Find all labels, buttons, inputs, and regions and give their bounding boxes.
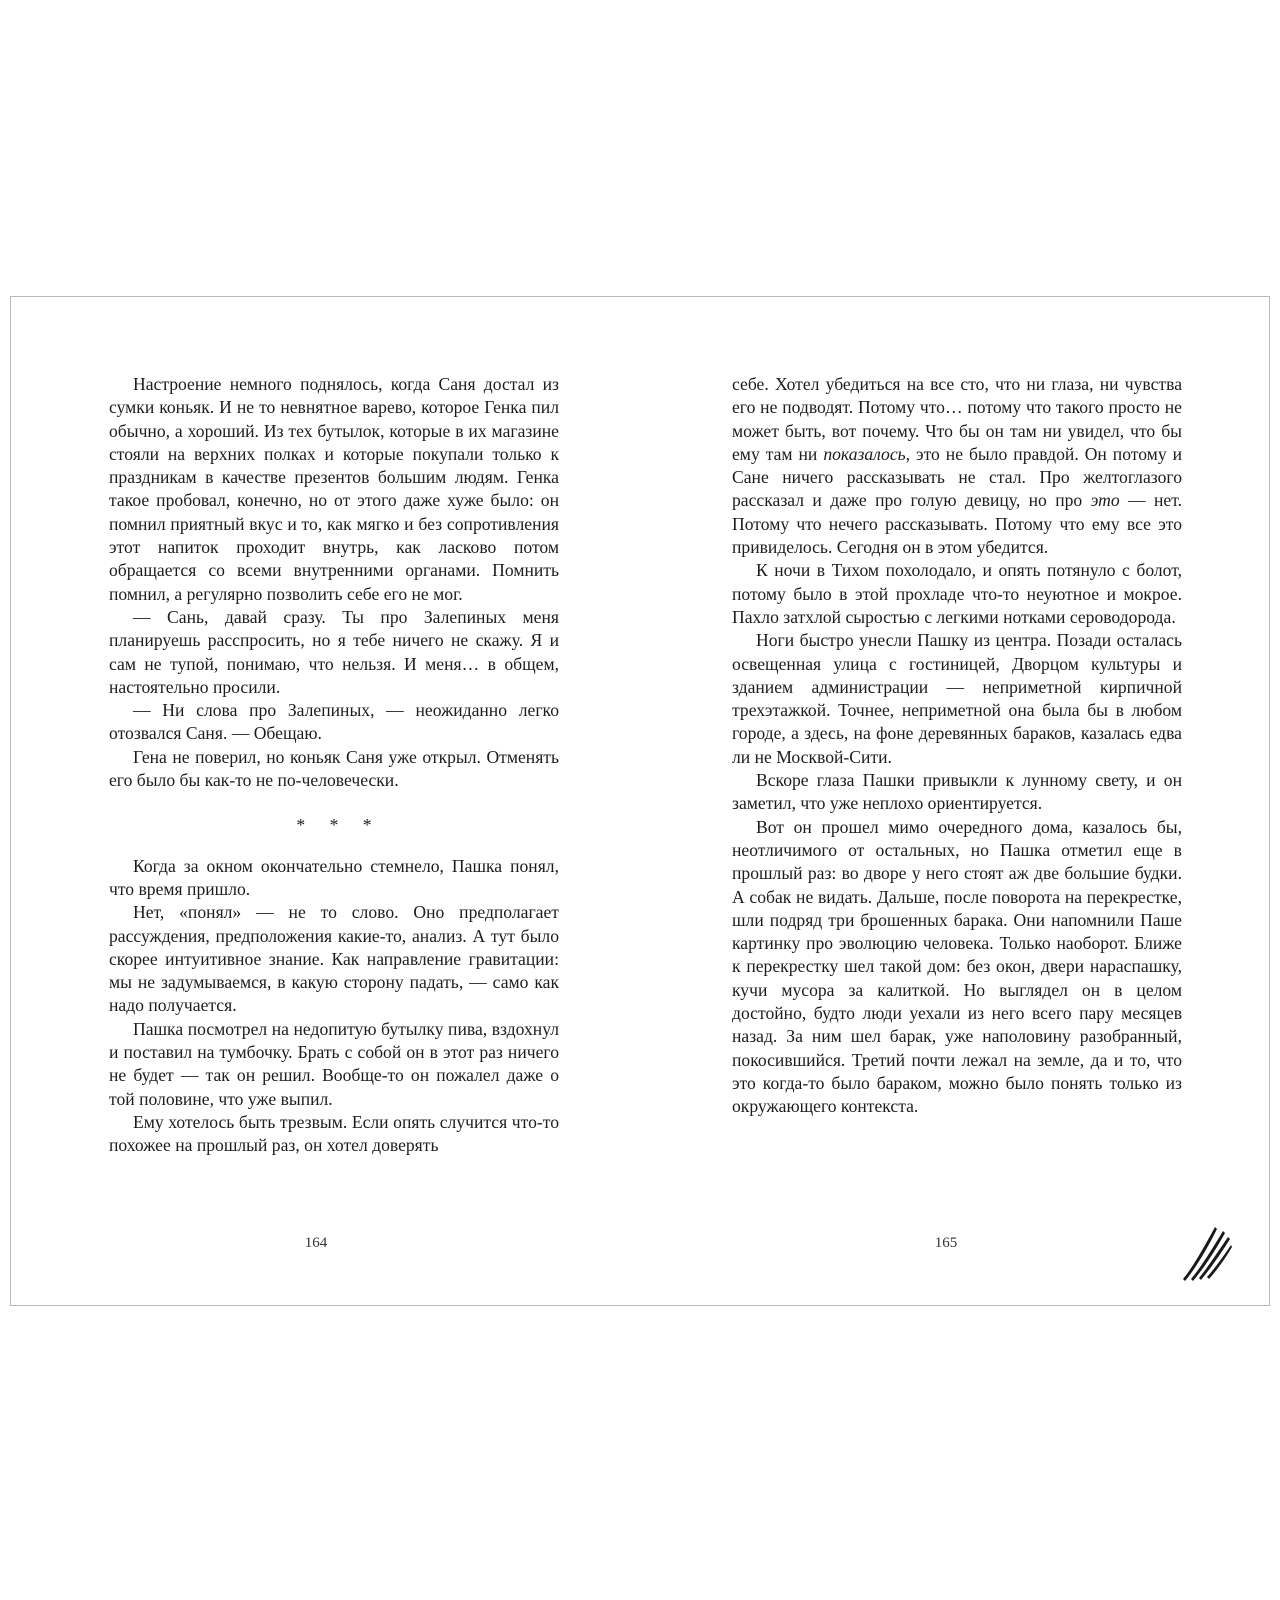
paragraph-continued [732,373,1182,559]
right-page [641,297,1271,1305]
paragraph: Настроение немного поднялось, когда Саня достал из сумки коньяк. И не то невнятное варево, которое Генка пил обычно, а хороший. Из тех бутылок, которые в их магазине стояли на верхних полках и которые покупали только к праздникам в качестве презентов большим людям. Генка такое пробовал, конечно, но от этого даже хуже было: он помнил приятный вкус и то, как мягко и без сопротивления этот напиток проходит внутрь, как ласково потом обращается со всеми внутренними органами. Помнить помнил, а регулярно позволить себе его не мог. [109,374,559,604]
section-separator: * * * [296,815,382,836]
paragraph: Ему хотелось быть трезвым. Если опять случится что-то похожее на прошлый раз, он хотел доверять [109,1111,559,1156]
text-run: , это не было правдой. Он потому и Сане ничего рассказывать не стал. Про желтоглазого рассказал и даже про голую девицу, но про [732,443,1182,511]
book-spread [10,296,1270,1306]
left-page-text [109,373,559,1158]
paragraph: — Ни слова про Залепиных, — неожиданно легко отозвался Саня. — Обещаю. [109,700,559,744]
page-number: 165 [934,1235,958,1251]
paragraph: — Сань, давай сразу. Ты про Залепиных меня планируешь расспросить, но я тебе ничего не скажу. Я и сам не тупой, понимаю, что нельзя. И меня… в общем, настоятельно просили. [109,606,559,697]
text-run: — нет. Потому что нечего рассказывать. Потому что ему все это привиделось. Сегодня он в этом убедится. [732,490,1182,558]
emphasis: это [1090,490,1120,511]
right-page-text [732,373,1182,1119]
emphasis: показалось [823,443,906,464]
paragraph: Пашка посмотрел на недопитую бутылку пива, вздохнул и поставил на тумбочку. Брать с собой он в этот раз ничего не будет — так он решил. Вообще-то он пожалел даже о той половине, что уже выпил. [109,1018,559,1109]
claw-scratch-icon [1181,1223,1233,1281]
text-run: себе. Хотел убедиться на все сто, что ни глаза, ни чувства его не подводят. Потому что… потому что такого просто не может быть, вот почему. Что бы он там ни увидел, что бы ему там ни [732,374,1182,464]
paragraph: Гена не поверил, но коньяк Саня уже открыл. Отменять его было бы как-то не по-человечески. [109,746,559,791]
left-page [11,297,641,1305]
paragraph: Нет, «понял» — не то слово. Оно предполагает рассуждения, предположения какие-то, анализ. А тут было скорее интуитивное знание. Как направление гравитации: мы не задумываемся, в какую сторону падать, — само как надо получается. [109,902,559,1016]
paragraph: Ноги быстро унесли Пашку из центра. Позади осталась освещенная улица с гостиницей, Дворцом культуры и зданием администрации — неприметной кирпичной трехэтажкой. Точнее, неприметной она была бы в любом городе, а здесь, на фоне деревянных бараков, казалась едва ли не Москвой-Сити. [732,630,1182,767]
paragraph: К ночи в Тихом похолодало, и опять потянуло с болот, потому было в этой прохладе что-то неуютное и мокрое. Пахло затхлой сыростью с легкими нотками сероводорода. [732,560,1182,627]
paragraph: Вскоре глаза Пашки привыкли к лунному свету, и он заметил, что уже неплохо ориентируется. [732,770,1182,814]
paragraph: Когда за окном окончательно стемнело, Пашка понял, что время пришло. [109,855,559,899]
page-number: 164 [304,1235,328,1251]
paragraph: Вот он прошел мимо очередного дома, казалось бы, неотличимого от остальных, но Пашка отметил еще в прошлый раз: во дворе у него стоят аж две большие будки. А собак не видать. Дальше, после поворота на перекрестке, шли подряд три брошенных барака. Они напомнили Паше картинку про эволюцию человека. Только наоборот. Ближе к перекрестку шел такой дом: без окон, двери нараспашку, кучи мусора за калиткой. Но выглядел он в целом достойно, будто люди уехали из него всего пару месяцев назад. За ним шел барак, уже наполовину разобранный, покосившийся. Третий почти лежал на земле, да и то, что это когда-то было бараком, можно было понять только из окружающего контекста. [732,816,1182,1117]
